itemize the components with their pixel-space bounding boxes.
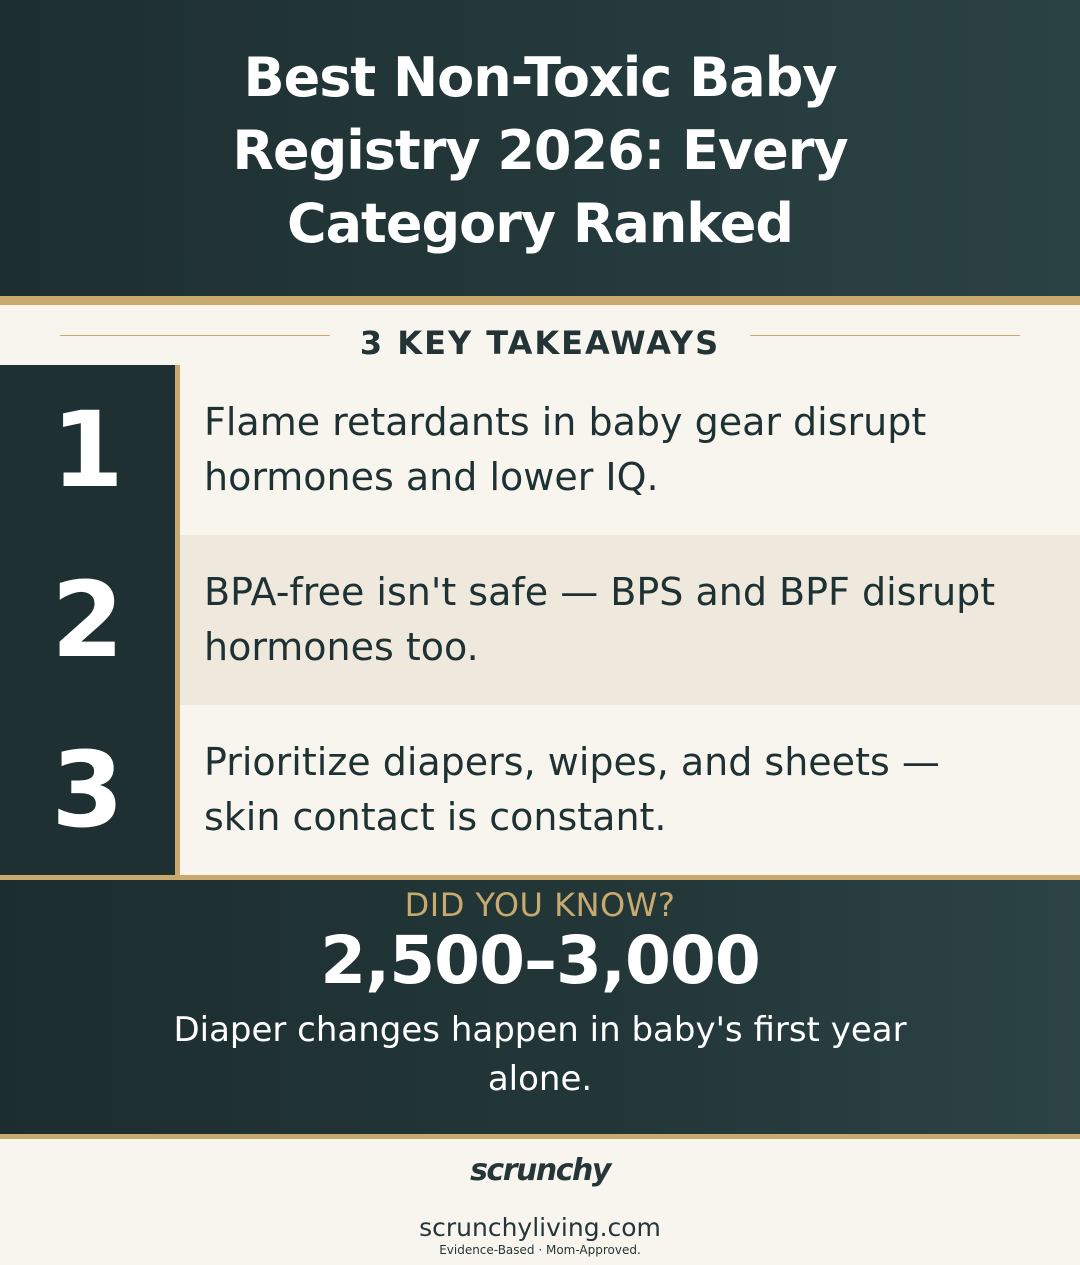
takeaway-text-2: BPA-free isn't safe — BPS and BPF disrupt hormones too. [204, 570, 996, 669]
takeaway-number-1: 1 [51, 389, 124, 511]
fact-stat: 2,500–3,000 [320, 922, 760, 999]
takeaway-row-2 [180, 535, 1080, 705]
fact-description: Diaper changes happen in baby's first year alone. [173, 1010, 907, 1099]
takeaway-text-3: Prioritize diapers, wipes, and sheets — skin contact is constant. [204, 740, 940, 839]
right-rule [750, 335, 1020, 336]
left-rule [60, 335, 330, 336]
takeaway-row-3 [180, 705, 1080, 875]
number-column [0, 365, 175, 875]
takeaways-header [0, 305, 1080, 365]
did-you-know-panel [0, 880, 1080, 1134]
footer-divider [0, 1134, 1080, 1139]
site-url[interactable]: scrunchyliving.com [419, 1213, 661, 1242]
takeaways-heading: 3 KEY TAKEAWAYS [359, 324, 721, 362]
header-banner [0, 0, 1080, 296]
takeaway-number-3: 3 [51, 729, 124, 851]
takeaway-number-2: 2 [51, 559, 124, 681]
tagline: Evidence-Based · Mom-Approved. [439, 1243, 641, 1257]
takeaway-text-1: Flame retardants in baby gear disrupt hormones and lower IQ. [204, 400, 927, 499]
brand-logo: scrunchy [470, 1153, 610, 1188]
fact-label: DID YOU KNOW? [404, 886, 676, 924]
page-title: Best Non-Toxic Baby Registry 2026: Every Category Ranked [232, 45, 848, 255]
header-divider [0, 296, 1080, 305]
takeaway-row-1 [180, 365, 1080, 535]
